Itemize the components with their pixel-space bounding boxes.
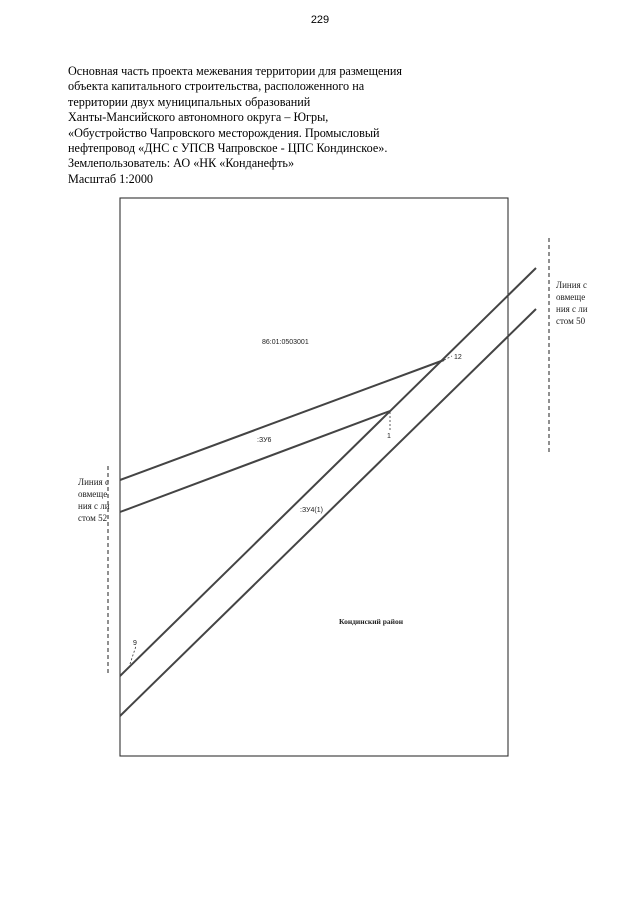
point-1-label: 1 (387, 433, 391, 440)
header-line: Ханты-Мансийского автономного округа – Югры, (68, 110, 329, 125)
page-number: 229 (310, 14, 330, 26)
parcel-zu6-label: :ЗУ6 (257, 437, 272, 444)
district-label: Кондинский район (339, 617, 404, 626)
cadastral-block-label: 86:01:0503001 (262, 339, 309, 346)
zu4-upper-boundary (120, 268, 536, 676)
header-line: Основная часть проекта межевания территории для размещения (68, 64, 403, 78)
scale-label: Масштаб 1:2000 (68, 171, 154, 186)
point-9-label: 9 (133, 640, 137, 647)
zu6-lower-boundary (120, 411, 390, 512)
header-line: нефтепровод «ДНС с УПСВ Чапровское - ЦПС Кондинское». (68, 141, 388, 156)
parcel-zu4-label: :ЗУ4(1) (300, 507, 323, 514)
point-12-label: 12 (454, 354, 462, 361)
header-line: «Обустройство Чапровского месторождения. Промысловый (68, 125, 380, 140)
map-frame (120, 198, 508, 756)
header-line: Землепользователь: АО «НК «Конданефть» (68, 156, 295, 171)
zu4-lower-boundary (120, 309, 536, 716)
header-line: объекта капитального строительства, расположенного на (68, 79, 365, 94)
match-line-left-label: Линия совмещения с листом 52 (78, 477, 110, 523)
header-line: территории двух муниципальных образований (68, 94, 311, 109)
match-line-right-label: Линия совмещения с листом 50 (556, 280, 588, 326)
zu6-upper-boundary (120, 360, 444, 480)
